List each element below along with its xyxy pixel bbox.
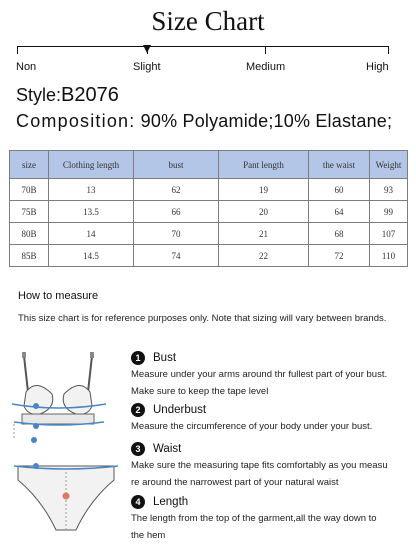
header-cell: bust bbox=[134, 151, 219, 179]
triangle-down-icon bbox=[143, 45, 151, 53]
how-to-measure-note: This size chart is for reference purposes only. Note that sizing will vary between brands. bbox=[18, 313, 387, 324]
table-cell: 68 bbox=[309, 223, 370, 245]
header-cell: Weight bbox=[370, 151, 408, 179]
table-cell: 13.5 bbox=[49, 201, 134, 223]
scale-line bbox=[17, 46, 388, 47]
table-cell: 20 bbox=[219, 201, 309, 223]
table-cell: 85B bbox=[10, 245, 49, 267]
measure-step-underbust bbox=[131, 402, 411, 435]
step-desc-line: re around the narrowest part of your natural waist bbox=[131, 477, 339, 488]
header-cell: Pant length bbox=[219, 151, 309, 179]
step-head bbox=[131, 494, 411, 510]
table-cell: 70B bbox=[10, 179, 49, 201]
step-number-badge: 1 bbox=[131, 351, 145, 365]
table-row bbox=[10, 179, 408, 201]
step-head bbox=[131, 441, 411, 457]
step-number-badge: 3 bbox=[131, 442, 145, 456]
scale-label-high: High bbox=[366, 61, 389, 73]
measure-step-bust bbox=[131, 350, 411, 400]
header-cell: Clothing length bbox=[49, 151, 134, 179]
table-cell: 22 bbox=[219, 245, 309, 267]
step-title: Underbust bbox=[153, 404, 207, 416]
step-desc-line: the hem bbox=[131, 530, 166, 541]
step-head bbox=[131, 350, 411, 366]
table-header-row bbox=[10, 151, 408, 179]
size-table bbox=[9, 150, 408, 267]
table-row bbox=[10, 245, 408, 267]
page-title: Size Chart bbox=[151, 6, 265, 36]
style-line bbox=[16, 84, 119, 107]
step-number-badge: 4 bbox=[131, 495, 145, 509]
table-cell: 70 bbox=[134, 223, 219, 245]
measure-step-length bbox=[131, 494, 411, 544]
table-cell: 14 bbox=[49, 223, 134, 245]
composition-label: Composition: bbox=[16, 111, 136, 131]
scale-label-non: Non bbox=[16, 61, 37, 73]
step-desc-line: Measure the circumference of your body under your bust. bbox=[131, 421, 373, 432]
table-cell: 72 bbox=[309, 245, 370, 267]
step-desc-line: The length from the top of the garment,all the way down to bbox=[131, 513, 377, 524]
composition-value: 90% Polyamide;10% Elastane; bbox=[140, 111, 393, 131]
step-desc-line: Make sure the measuring tape fits comfortably as you measu bbox=[131, 460, 388, 471]
bra-and-panty-diagram-icon bbox=[10, 348, 122, 540]
header-cell: the waist bbox=[309, 151, 370, 179]
how-to-measure-title: How to measure bbox=[18, 290, 99, 302]
table-row bbox=[10, 201, 408, 223]
header-cell: size bbox=[10, 151, 49, 179]
style-label: Style: bbox=[16, 85, 62, 105]
table-cell: 14.5 bbox=[49, 245, 134, 267]
table-cell: 93 bbox=[370, 179, 408, 201]
measure-step-waist bbox=[131, 441, 411, 491]
stretch-scale bbox=[0, 44, 416, 84]
scale-tick bbox=[17, 46, 18, 54]
scale-tick bbox=[388, 46, 389, 54]
table-cell: 75B bbox=[10, 201, 49, 223]
step-title: Length bbox=[153, 496, 189, 508]
table-cell: 62 bbox=[134, 179, 219, 201]
table-cell: 107 bbox=[370, 223, 408, 245]
table-cell: 66 bbox=[134, 201, 219, 223]
scale-label-medium: Medium bbox=[246, 61, 286, 73]
step-desc-line: Measure under your arms around thr fullest part of your bust. bbox=[131, 369, 388, 380]
table-cell: 13 bbox=[49, 179, 134, 201]
table-cell: 110 bbox=[370, 245, 408, 267]
table-cell: 80B bbox=[10, 223, 49, 245]
step-title: Bust bbox=[153, 352, 177, 364]
table-cell: 19 bbox=[219, 179, 309, 201]
composition-line bbox=[16, 111, 392, 132]
table-row bbox=[10, 223, 408, 245]
table-cell: 99 bbox=[370, 201, 408, 223]
table-cell: 60 bbox=[309, 179, 370, 201]
step-number-badge: 2 bbox=[131, 403, 145, 417]
step-title: Waist bbox=[153, 443, 182, 455]
table-cell: 21 bbox=[219, 223, 309, 245]
table-cell: 74 bbox=[134, 245, 219, 267]
table-cell: 64 bbox=[309, 201, 370, 223]
scale-tick bbox=[265, 46, 266, 54]
style-value: B2076 bbox=[61, 84, 119, 106]
step-desc-line: Make sure to keep the tape level bbox=[131, 386, 269, 397]
scale-label-slight: Slight bbox=[133, 61, 161, 73]
step-head bbox=[131, 402, 411, 418]
